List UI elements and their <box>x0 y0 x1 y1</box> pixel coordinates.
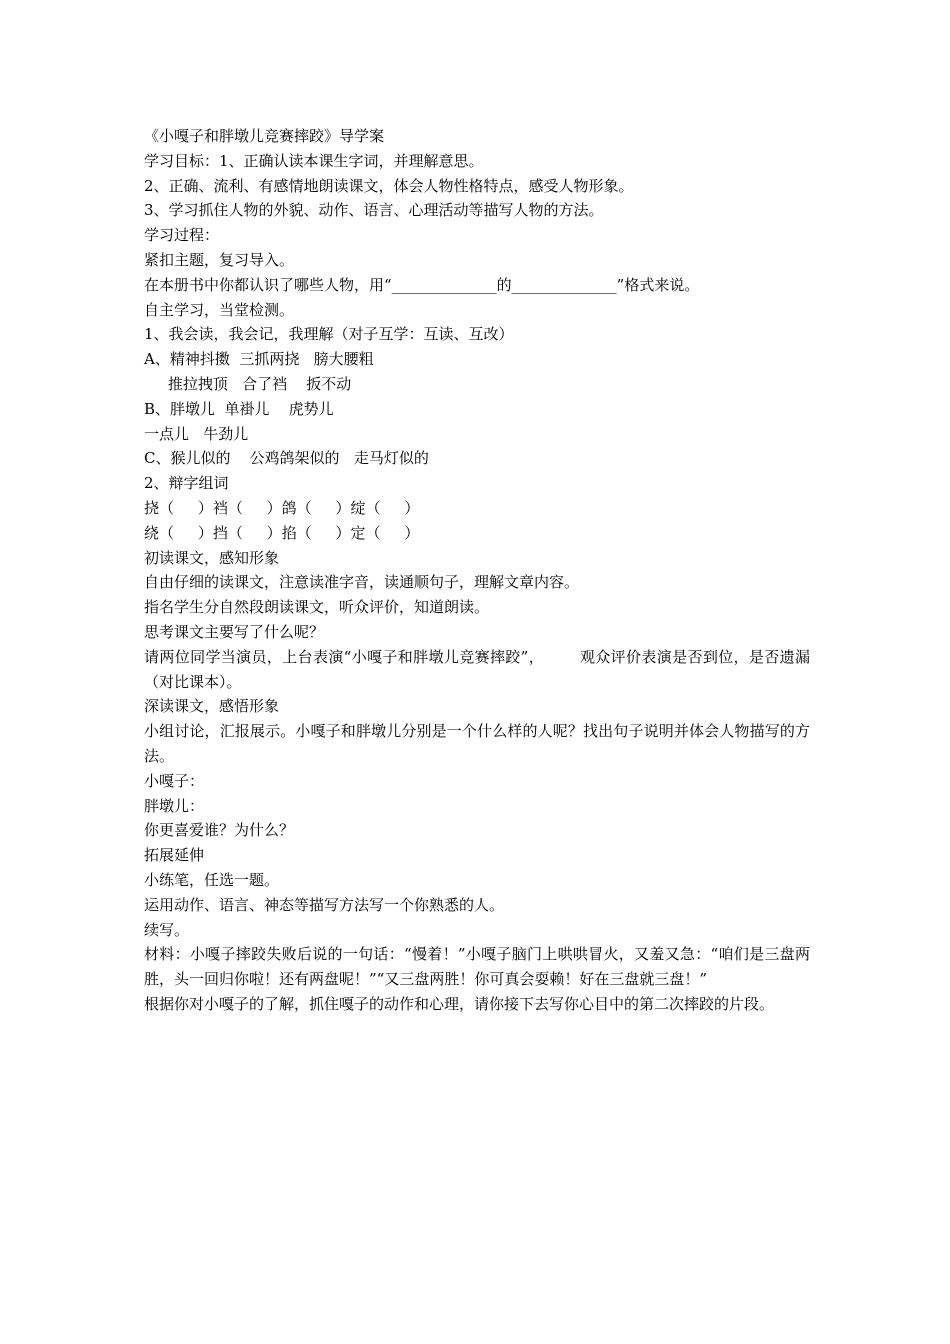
writing-option-2: 续写。 <box>144 920 190 939</box>
char-exercise-row-2: 绕（ ）挡（ ）掐（ ）定（ ） <box>144 523 420 542</box>
reading-instruction: 自由仔细的读课文，注意读准字音，读通顺句子，理解文章内容。 <box>144 573 580 592</box>
learning-goal-1: 学习目标：1、正确认读本课生字词，并理解意思。 <box>144 151 484 170</box>
intro-question: 在本册书中你都认识了哪些人物，用“______________的______________”格式来说。 <box>144 275 700 294</box>
section-heading-self-study: 自主学习，当堂检测。 <box>144 300 295 319</box>
label-pangduner: 胖墩儿： <box>144 796 205 815</box>
performance-instruction: 请两位同学当演员，上台表演“小嘎子和胖墩儿竞赛摔跤”， 观众评价表演是否到位，是否遗漏（对比课本）。 <box>144 647 810 691</box>
section-heading-process: 学习过程： <box>144 226 220 245</box>
writing-task-intro: 小练笔，任选一题。 <box>144 870 280 889</box>
learning-goal-2: 2、正确、流利、有感情地朗读课文，体会人物性格特点，感受人物形象。 <box>144 176 634 195</box>
final-task: 根据你对小嘎子的了解，抓住嘎子的动作和心理，请你接下去写你心目中的第二次摔跤的片段。 <box>144 994 775 1013</box>
section-heading-deep-reading: 深读课文，感悟形象 <box>144 697 280 716</box>
learning-goal-3: 3、学习抓住人物的外貌、动作、语言、心理活动等描写人物的方法。 <box>144 201 604 220</box>
section-heading-first-reading: 初读课文，感知形象 <box>144 548 280 567</box>
word-group-b: B、胖墩儿 单褂儿 虎势儿 <box>144 399 334 418</box>
material-paragraph: 材料：小嘎子摔跤失败后说的一句话：“慢着！”小嘎子脑门上哄哄冒火，又羞又急：“咱们是三盘两胜，头一回归你啦！还有两盘呢！”“又三盘两胜！你可真会耍赖！好在三盘就三盘！” <box>144 945 810 989</box>
task-1: 1、我会读，我会记，我理解（对子互学：互读、互改） <box>144 325 514 344</box>
word-group-a-cont: 推拉拽顶 合了裆 扳不动 <box>144 374 352 393</box>
document-title: 《小嘎子和胖墩儿竞赛摔跤》导学案 <box>144 127 385 145</box>
section-heading-intro: 紧扣主题，复习导入。 <box>144 250 295 269</box>
preference-question: 你更喜爱谁？为什么？ <box>144 821 295 840</box>
word-group-b-cont: 一点儿 牛劲儿 <box>144 424 249 443</box>
word-group-a: A、精神抖擞 三抓两挠 膀大腰粗 <box>144 350 374 369</box>
writing-option-1: 运用动作、语言、神态等描写方法写一个你熟悉的人。 <box>144 895 505 914</box>
char-exercise-row-1: 挠（ ）裆（ ）鸽（ ）绽（ ） <box>144 498 420 517</box>
label-xiaogazi: 小嘎子： <box>144 771 205 790</box>
thinking-question: 思考课文主要写了什么呢？ <box>144 622 325 641</box>
group-discussion: 小组讨论，汇报展示。小嘎子和胖墩儿分别是一个什么样的人呢？找出句子说明并体会人物描写的方法。 <box>144 722 810 765</box>
word-group-c: C、猴儿似的 公鸡鸽架似的 走马灯似的 <box>144 449 429 468</box>
task-2: 2、辩字组词 <box>144 474 229 493</box>
document-body <box>144 124 810 1017</box>
section-heading-extension: 拓展延伸 <box>144 846 205 865</box>
read-aloud-instruction: 指名学生分自然段朗读课文，听众评价，知道朗读。 <box>144 598 490 617</box>
